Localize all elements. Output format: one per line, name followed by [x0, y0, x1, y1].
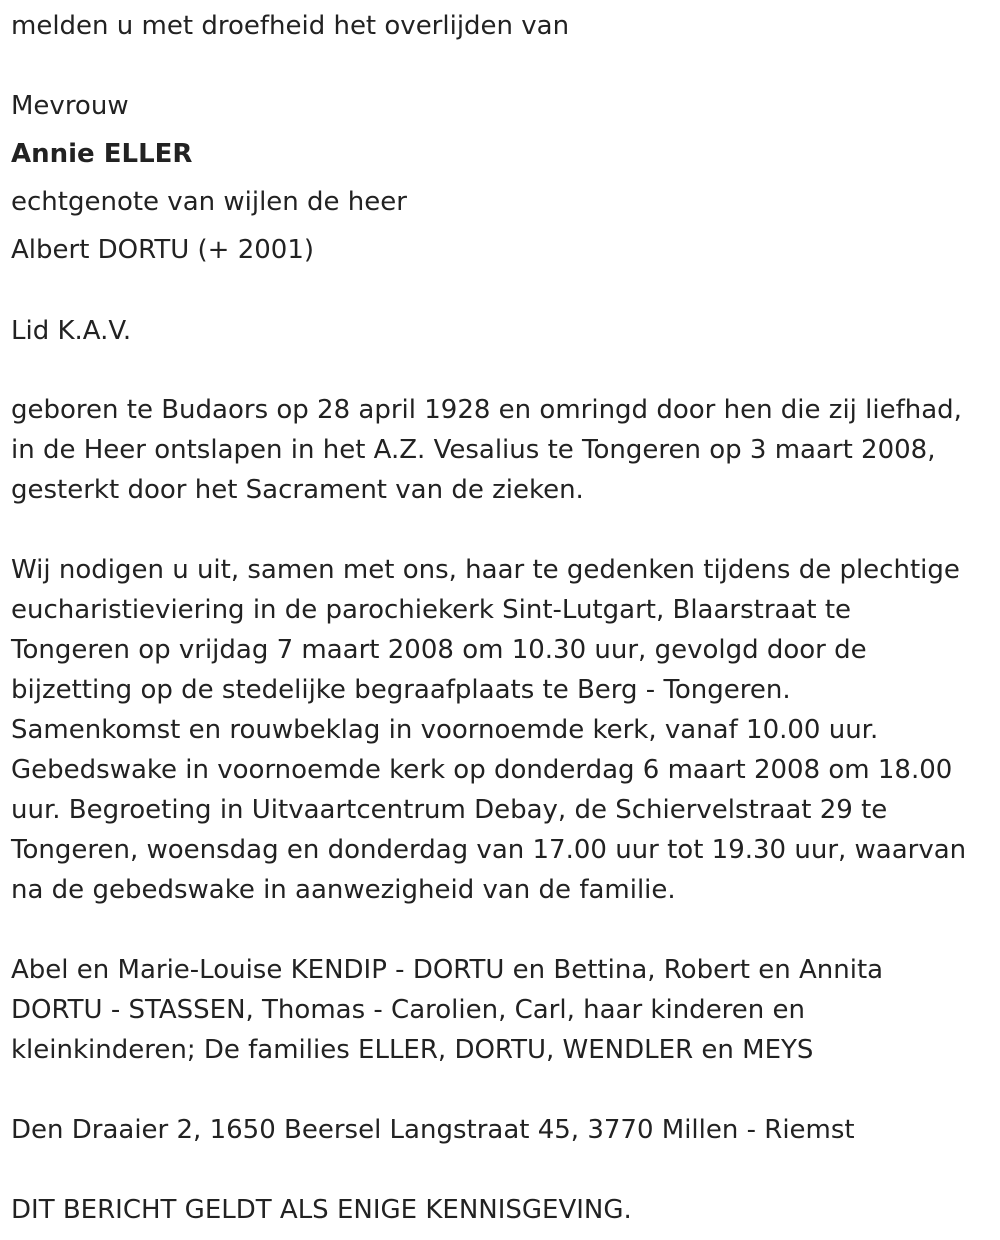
ceremony-line: eucharistieviering in de parochiekerk Sint-Lutgart, Blaarstraat te	[11, 595, 852, 625]
ceremony-line: Tongeren op vrijdag 7 maart 2008 om 10.30 uur, gevolgd door de	[11, 635, 867, 665]
ceremony-line: bijzetting op de stedelijke begraafplaats te Berg - Tongeren.	[11, 675, 791, 705]
closing-statement: DIT BERICHT GELDT ALS ENIGE KENNISGEVING.	[11, 1195, 632, 1225]
spouse-line-2: Albert DORTU (+ 2001)	[11, 235, 314, 265]
addresses: Den Draaier 2, 1650 Beersel Langstraat 45, 3770 Millen - Riemst	[11, 1115, 855, 1145]
birth-death-line: in de Heer ontslapen in het A.Z. Vesalius te Tongeren op 3 maart 2008,	[11, 435, 936, 465]
ceremony-line: Gebedswake in voornoemde kerk op donderdag 6 maart 2008 om 18.00	[11, 755, 953, 785]
intro-text: melden u met droefheid het overlijden van	[11, 11, 570, 41]
salutation: Mevrouw	[11, 91, 129, 121]
ceremony-line: Tongeren, woensdag en donderdag van 17.00 uur tot 19.30 uur, waarvan	[11, 835, 967, 865]
deceased-name: Annie ELLER	[11, 139, 193, 169]
membership: Lid K.A.V.	[11, 316, 132, 346]
ceremony-line: Samenkomst en rouwbeklag in voornoemde kerk, vanaf 10.00 uur.	[11, 715, 879, 745]
ceremony-line: Wij nodigen u uit, samen met ons, haar te gedenken tijdens de plechtige	[11, 555, 960, 585]
birth-death-line: gesterkt door het Sacrament van de zieken.	[11, 475, 584, 505]
family-line: kleinkinderen; De families ELLER, DORTU, WENDLER en MEYS	[11, 1035, 814, 1065]
birth-death-line: geboren te Budaors op 28 april 1928 en omringd door hen die zij liefhad,	[11, 395, 962, 425]
family-line: Abel en Marie-Louise KENDIP - DORTU en Bettina, Robert en Annita	[11, 955, 884, 985]
ceremony-line: uur. Begroeting in Uitvaartcentrum Debay, de Schiervelstraat 29 te	[11, 795, 888, 825]
ceremony-line: na de gebedswake in aanwezigheid van de familie.	[11, 875, 676, 905]
spouse-line-1: echtgenote van wijlen de heer	[11, 187, 407, 217]
family-line: DORTU - STASSEN, Thomas - Carolien, Carl, haar kinderen en	[11, 995, 806, 1025]
